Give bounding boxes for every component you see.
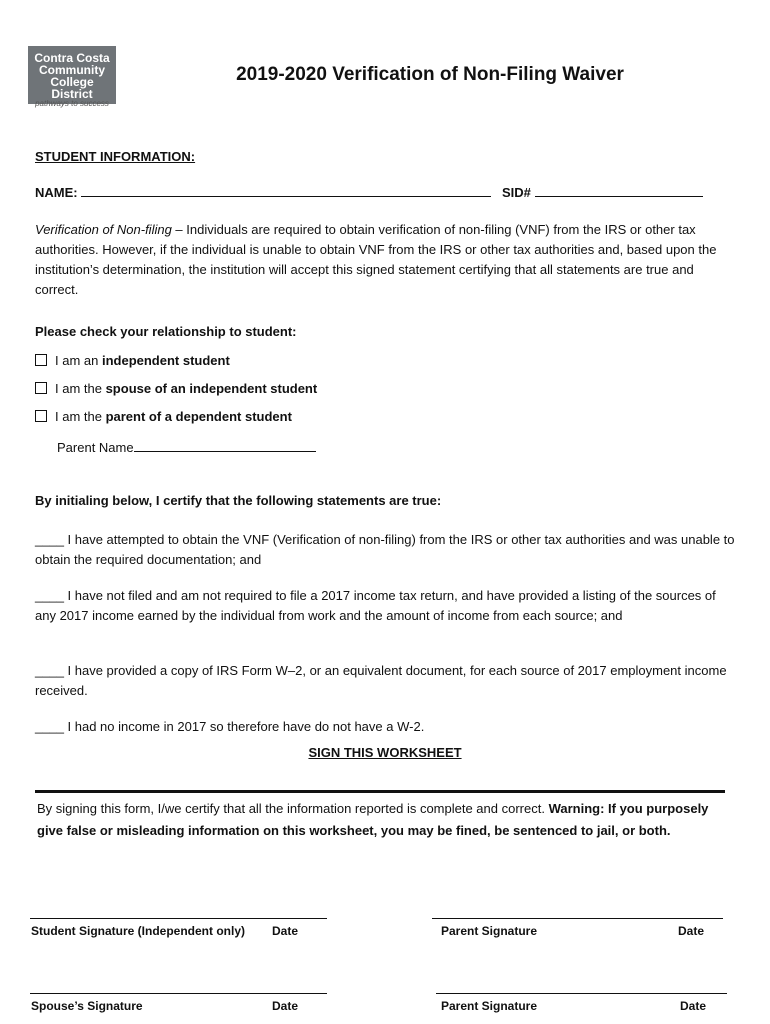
student-signature-line[interactable] xyxy=(30,918,327,919)
parent-signature-line-2[interactable] xyxy=(436,993,727,994)
sid-label: SID# xyxy=(502,185,531,200)
sid-row xyxy=(502,182,703,200)
vnf-text: – Individuals are required to obtain verification of non-filing (VNF) from the IRS or other tax authorities. However, if the individual is unable to obtain VNF from the IRS or other tax authorities and, based upon the institution’s determination, the institution will accept this signed statement certifying that all statements are true and correct. xyxy=(35,222,717,297)
district-logo xyxy=(28,46,116,104)
spouse-checkbox[interactable] xyxy=(35,382,47,394)
name-field[interactable] xyxy=(81,182,491,197)
parent-name-row xyxy=(57,437,316,455)
relationship-heading: Please check your relationship to student: xyxy=(35,324,297,339)
certify-statement-3: ____ I have provided a copy of IRS Form W–2, or an equivalent document, for each source of 2017 employment income received. xyxy=(35,663,727,698)
spouse-signature-line[interactable] xyxy=(30,993,327,994)
student-info-heading: STUDENT INFORMATION: xyxy=(35,149,196,164)
vnf-paragraph xyxy=(35,220,735,300)
student-signature-label: Student Signature (Independent only) xyxy=(31,924,245,938)
option-prefix: I am the xyxy=(55,409,106,424)
relationship-option-spouse[interactable] xyxy=(35,381,317,396)
logo-tagline: pathways to success xyxy=(35,99,109,108)
parent-signature-label-2: Parent Signature xyxy=(441,999,538,1013)
option-prefix: I am the xyxy=(55,381,106,396)
relationship-option-parent[interactable] xyxy=(35,409,292,424)
student-date-label: Date xyxy=(272,924,299,938)
name-label: NAME: xyxy=(35,185,78,200)
certify-statement-2: ____ I have not filed and am not required to file a 2017 income tax return, and have provided a listing of the sources of any 2017 income earned by the individual from work and the amount of income from each source; and xyxy=(35,588,716,623)
sid-field[interactable] xyxy=(535,182,703,197)
parent-date-label-1: Date xyxy=(678,924,705,938)
option-emphasis: parent of a dependent student xyxy=(105,409,292,424)
relationship-option-independent[interactable] xyxy=(35,353,230,368)
logo-line-3: College District xyxy=(50,75,94,101)
certify-statement-4: ____ I had no income in 2017 so therefore have do not have a W-2. xyxy=(35,719,425,734)
section-divider xyxy=(35,790,725,793)
parent-name-field[interactable] xyxy=(134,437,316,452)
parent-signature-label-1: Parent Signature xyxy=(441,924,538,938)
parent-checkbox[interactable] xyxy=(35,410,47,422)
certify-heading: By initialing below, I certify that the following statements are true: xyxy=(35,493,442,508)
option-prefix: I am an xyxy=(55,353,102,368)
name-row xyxy=(35,182,491,200)
option-emphasis: independent student xyxy=(101,353,230,368)
spouse-signature-label: Spouse’s Signature xyxy=(31,999,143,1013)
logo-line-1: Contra Costa xyxy=(34,51,110,65)
parent-name-label: Parent Name xyxy=(57,440,134,455)
certify-statement-1: ____ I have attempted to obtain the VNF (Verification of non-filing) from the IRS or other tax authorities and was unable to obtain the required documentation; and xyxy=(35,532,735,567)
warning-paragraph xyxy=(37,798,727,842)
logo-line-2: Community xyxy=(39,63,105,77)
option-emphasis: spouse of an independent student xyxy=(105,381,318,396)
parent-date-label-2: Date xyxy=(680,999,707,1013)
sign-heading: SIGN THIS WORKSHEET xyxy=(308,745,462,760)
warning-text: By signing this form, I/we certify that all the information reported is complete and correct. xyxy=(37,801,549,816)
page-title: 2019-2020 Verification of Non-Filing Waiver xyxy=(236,64,624,85)
warning-bold: Warning: If you purposely give false or misleading information on this worksheet, you may be fined, be sentenced to jail, or both. xyxy=(37,801,709,838)
independent-checkbox[interactable] xyxy=(35,354,47,366)
spouse-date-label: Date xyxy=(272,999,299,1013)
parent-signature-line-1[interactable] xyxy=(432,918,723,919)
vnf-lead: Verification of Non-filing xyxy=(35,222,172,237)
